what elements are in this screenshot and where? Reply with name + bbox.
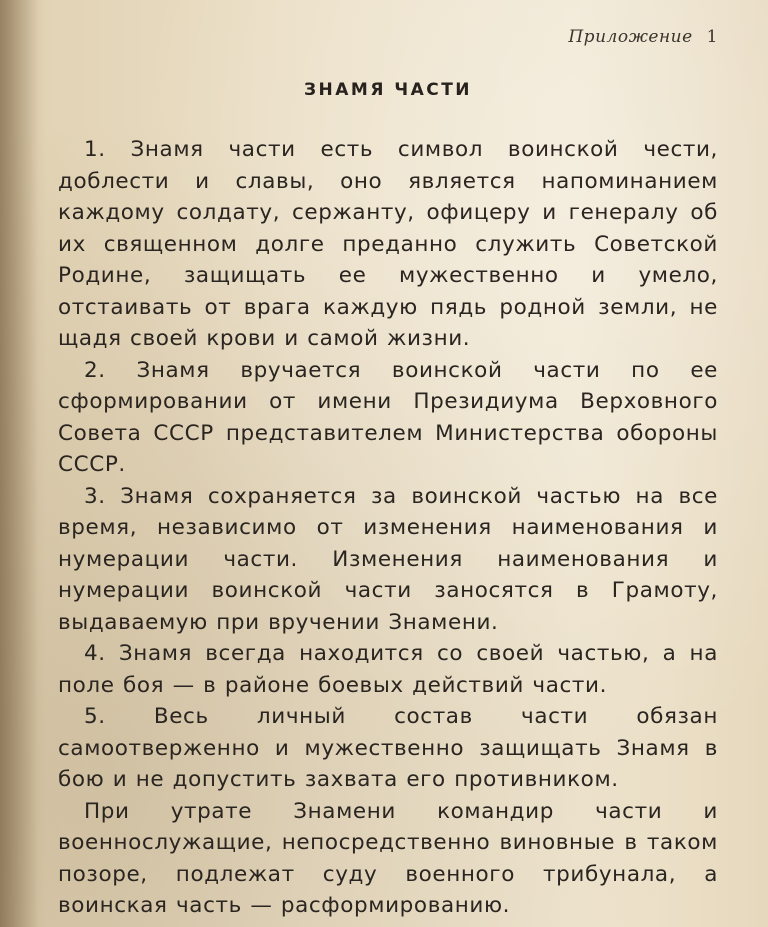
paragraph-3: 3. Знамя сохраняется за воинской частью на все время, независимо от изменения наименования и нумерации части. Изменения наименования и нумерации воинской части заносятся в Грамоту, выдаваемую при вручении Знамени. [58, 483, 718, 635]
article-title: ЗНАМЯ ЧАСТИ [303, 80, 473, 100]
article-body [58, 134, 718, 922]
running-header-title: Приложение [568, 27, 693, 47]
page-content [58, 24, 718, 922]
running-header-number: 1 [706, 27, 718, 47]
paragraph-4: 4. Знамя всегда находится со своей частью, а на поле боя — в районе боевых действий части. [58, 641, 718, 698]
paragraph-6: При утрате Знамени командир части и военнослужащие, непосредственно виновные в таком позоре, подлежат суду военного трибунала, а воинская часть — расформированию. [58, 798, 718, 918]
page-gutter-shadow [0, 0, 38, 927]
paragraph-2: 2. Знамя вручается воинской части по ее сформировании от имени Президиума Верховного Совета СССР представителем Министерства обороны СССР. [58, 357, 718, 477]
paragraph-5: 5. Весь личный состав части обязан самоотверженно и мужественно защищать Знамя в бою и не допустить захвата его противником. [58, 704, 718, 792]
paragraph-1: 1. Знамя части есть символ воинской чести, доблести и славы, оно является напоминанием каждому солдату, сержанту, офицеру и генералу об их священном долге преданно служить Советской Родине, защищать ее мужественно и умело, отстаивать от врага каждую пядь родной земли, не щадя своей крови и самой жизни. [58, 137, 718, 351]
running-header [58, 24, 718, 50]
